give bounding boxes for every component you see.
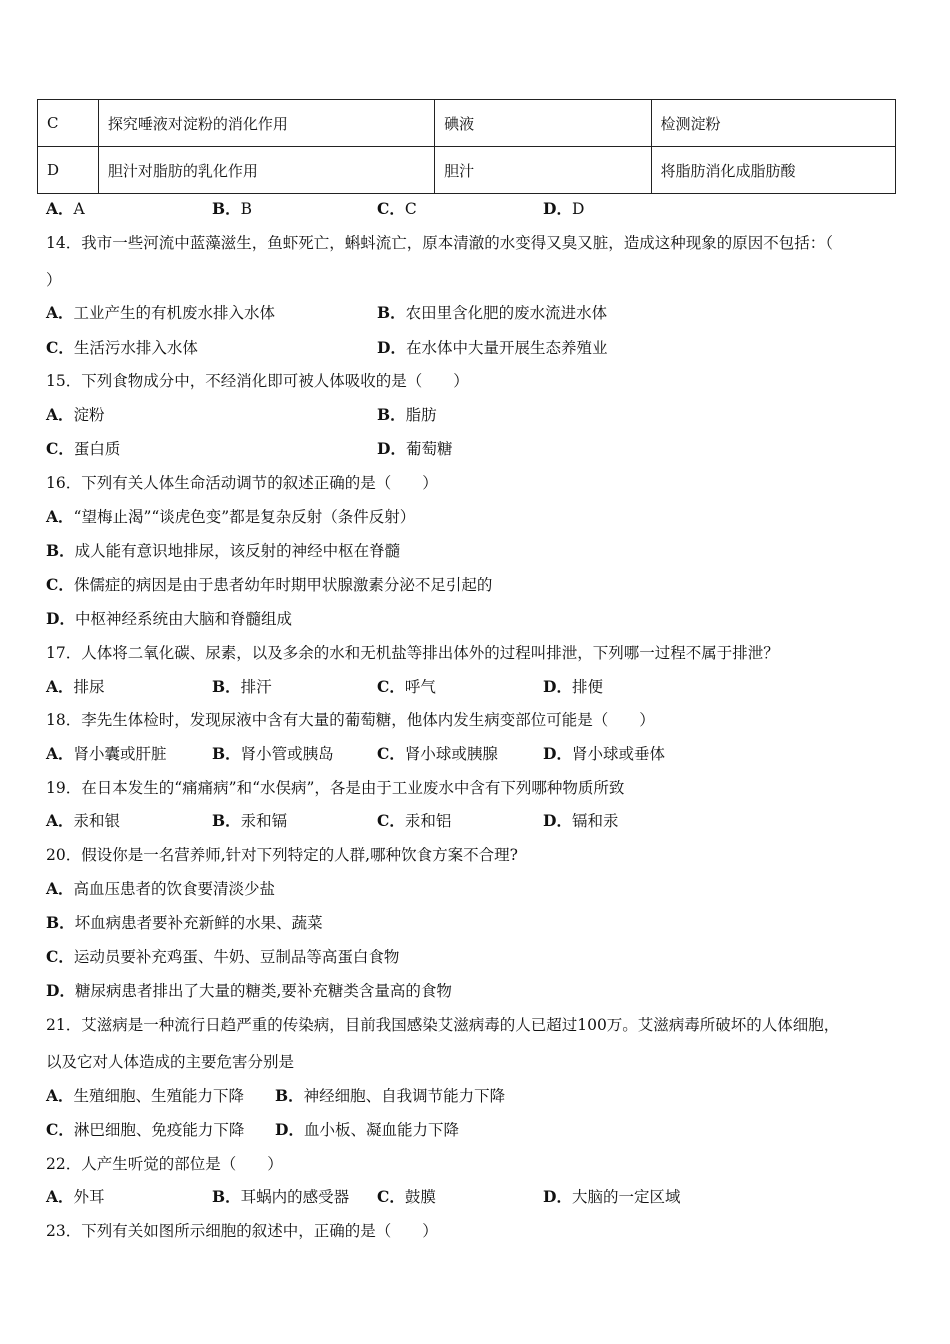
- q14-option-a: A．工业产生的有机废水排入水体: [46, 303, 276, 322]
- q22-stem: 22．人产生听觉的部位是（ ）: [46, 1155, 283, 1173]
- table-cell-experiment: 胆汁对脂肪的乳化作用: [98, 147, 434, 194]
- q19-option-d: D．镉和汞: [543, 811, 619, 830]
- table-cell-purpose: 检测淀粉: [651, 100, 895, 147]
- q19-option-a: A．汞和银: [46, 811, 121, 830]
- q14-stem: 14．我市一些河流中蓝藻滋生，鱼虾死亡，蝌蚪流亡，原本清澈的水变得又臭又脏，造成这种现象的原因不包括：（: [46, 234, 833, 252]
- q18-option-b: B．肾小管或胰岛: [212, 744, 334, 763]
- q16-option-a: A．“望梅止渴”“谈虎色变”都是复杂反射（条件反射）: [46, 507, 416, 526]
- q22-option-a: A．外耳: [46, 1187, 105, 1206]
- q13-option-a: A．A: [46, 199, 85, 218]
- q13-option-c: C．C: [377, 199, 417, 218]
- q14-option-d: D．在水体中大量开展生态养殖业: [377, 338, 608, 357]
- q17-stem: 17．人体将二氧化碳、尿素，以及多余的水和无机盐等排出体外的过程叫排泄，下列哪一过程不属于排泄？: [46, 644, 779, 662]
- q15-option-a: A．淀粉: [46, 405, 105, 424]
- q20-option-b: B．坏血病患者要补充新鲜的水果、蔬菜: [46, 913, 323, 932]
- table-cell-reagent: 胆汁: [435, 147, 651, 194]
- q22-option-c: C．鼓膜: [377, 1187, 436, 1206]
- q21-stem-cont: 以及它对人体造成的主要危害分别是: [46, 1053, 295, 1071]
- table-row: [38, 100, 896, 147]
- q13-option-d: D．D: [543, 199, 585, 218]
- q19-option-c: C．汞和铝: [377, 811, 452, 830]
- q21-option-d: D．血小板、凝血能力下降: [275, 1120, 459, 1139]
- table-cell-id: C: [38, 100, 99, 147]
- q17-option-d: D．排便: [543, 677, 603, 696]
- q17-option-c: C．呼气: [377, 677, 436, 696]
- q13-option-b: B．B: [212, 199, 252, 218]
- q14-option-b: B．农田里含化肥的废水流进水体: [377, 303, 608, 322]
- q21-stem: 21．艾滋病是一种流行日趋严重的传染病，目前我国感染艾滋病毒的人已超过100万。艾滋病毒所破坏的人体细胞，: [46, 1016, 840, 1034]
- q14-stem-cont: ）: [46, 271, 62, 289]
- q22-option-b: B．耳蜗内的感受器: [212, 1187, 350, 1206]
- q20-stem: 20．假设你是一名营养师,针对下列特定的人群,哪种饮食方案不合理?: [46, 846, 518, 864]
- q20-option-c: C．运动员要补充鸡蛋、牛奶、豆制品等高蛋白食物: [46, 947, 400, 966]
- q20-option-a: A．高血压患者的饮食要清淡少盐: [46, 879, 276, 898]
- q18-option-a: A．肾小囊或肝脏: [46, 744, 167, 763]
- q16-option-c: C．侏儒症的病因是由于患者幼年时期甲状腺激素分泌不足引起的: [46, 575, 493, 594]
- q15-option-c: C．蛋白质: [46, 439, 121, 458]
- q20-option-d: D．糖尿病患者排出了大量的糖类,要补充糖类含量高的食物: [46, 981, 452, 1000]
- q18-option-d: D．肾小球或垂体: [543, 744, 665, 763]
- q21-option-b: B．神经细胞、自我调节能力下降: [275, 1086, 506, 1105]
- q19-stem: 19．在日本发生的“痛痛病”和“水俣病”，各是由于工业废水中含有下列哪种物质所致: [46, 779, 625, 797]
- q19-option-b: B．汞和镉: [212, 811, 288, 830]
- q21-option-c: C．淋巴细胞、免疫能力下降: [46, 1120, 245, 1139]
- q16-option-d: D．中枢神经系统由大脑和脊髓组成: [46, 609, 292, 628]
- q17-option-b: B．排汗: [212, 677, 272, 696]
- q17-option-a: A．排尿: [46, 677, 105, 696]
- q21-option-a: A．生殖细胞、生殖能力下降: [46, 1086, 245, 1105]
- experiment-table: [37, 99, 896, 194]
- q23-stem: 23．下列有关如图所示细胞的叙述中，正确的是（ ）: [46, 1222, 438, 1240]
- q22-option-d: D．大脑的一定区域: [543, 1187, 681, 1206]
- q14-option-c: C．生活污水排入水体: [46, 338, 198, 357]
- q15-option-b: B．脂肪: [377, 405, 437, 424]
- q16-stem: 16．下列有关人体生命活动调节的叙述正确的是（ ）: [46, 474, 438, 492]
- table-cell-id: D: [38, 147, 99, 194]
- q15-option-d: D．葡萄糖: [377, 439, 453, 458]
- q16-option-b: B．成人能有意识地排尿，该反射的神经中枢在脊髓: [46, 541, 401, 560]
- table-cell-experiment: 探究唾液对淀粉的消化作用: [98, 100, 434, 147]
- q18-option-c: C．肾小球或胰腺: [377, 744, 498, 763]
- q18-stem: 18．李先生体检时，发现尿液中含有大量的葡萄糖，他体内发生病变部位可能是（ ）: [46, 711, 655, 729]
- table-cell-reagent: 碘液: [435, 100, 651, 147]
- q15-stem: 15．下列食物成分中，不经消化即可被人体吸收的是（ ）: [46, 372, 469, 390]
- table-cell-purpose: 将脂肪消化成脂肪酸: [651, 147, 895, 194]
- table-row: [38, 147, 896, 194]
